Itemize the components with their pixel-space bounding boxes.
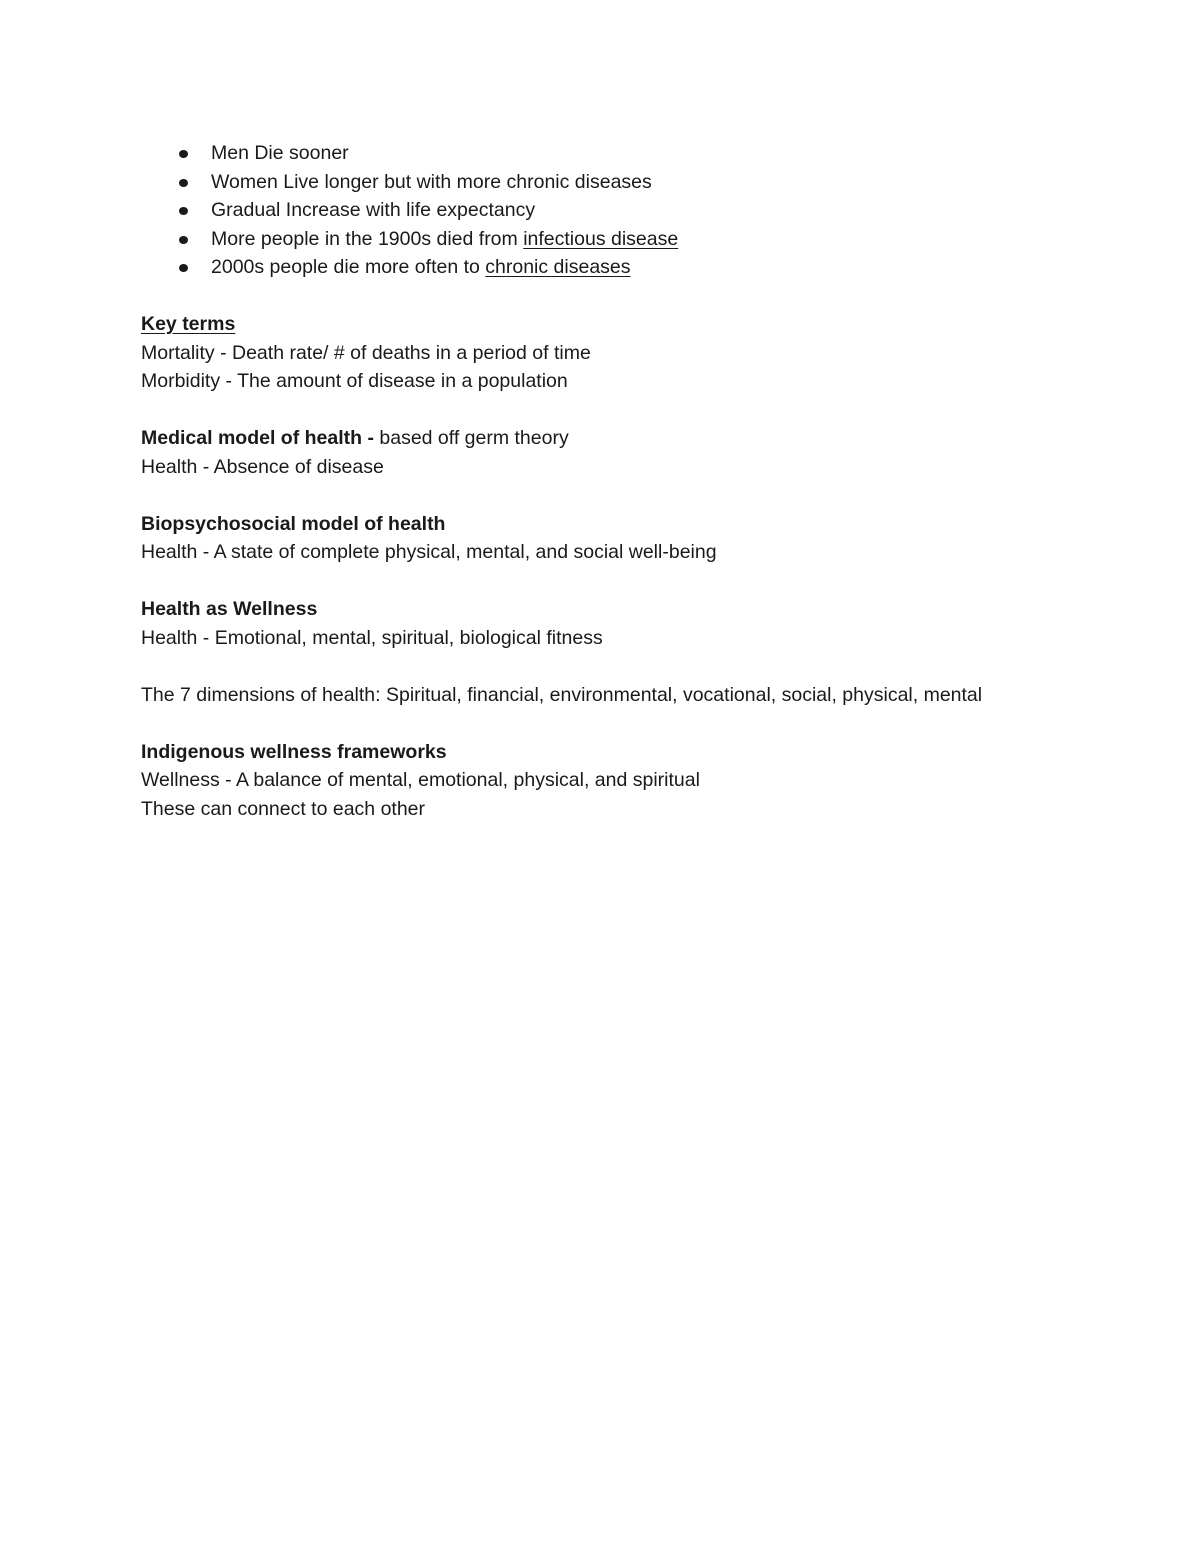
biopsychosocial-heading: Biopsychosocial model of health <box>141 512 446 535</box>
document-page <box>141 139 1041 823</box>
bullet-icon <box>179 150 188 158</box>
list-item <box>141 253 1041 282</box>
wellness-definition: Health - Emotional, mental, spiritual, biological fitness <box>141 626 603 649</box>
bullet-icon <box>179 207 188 215</box>
medical-model-description: based off germ theory <box>379 427 569 449</box>
list-item <box>141 196 1041 225</box>
biopsychosocial-definition: Health - A state of complete physical, mental, and social well-being <box>141 541 717 563</box>
morbidity-definition: Morbidity - The amount of disease in a population <box>141 370 568 392</box>
bullet-text: Women Live longer but with more chronic diseases <box>211 170 652 193</box>
bullet-icon <box>179 179 188 187</box>
list-item <box>141 139 1041 168</box>
key-terms-heading: Key terms <box>141 313 236 335</box>
list-item <box>141 168 1041 197</box>
bullet-icon <box>179 236 188 244</box>
bullet-list <box>141 139 1041 282</box>
medical-model-heading: Medical model of health - <box>141 427 380 449</box>
list-item <box>141 225 1041 254</box>
medical-model-line <box>141 424 1041 453</box>
indigenous-heading: Indigenous wellness frameworks <box>141 740 447 763</box>
indigenous-definition: Wellness - A balance of mental, emotional, physical, and spiritual <box>141 769 700 791</box>
bullet-icon <box>179 264 188 272</box>
bullet-text: Gradual Increase with life expectancy <box>211 199 536 221</box>
mortality-definition: Mortality - Death rate/ # of deaths in a period of time <box>141 341 591 364</box>
indigenous-note: These can connect to each other <box>141 797 426 820</box>
bullet-text: More people in the 1900s died from <box>211 227 524 250</box>
underlined-term: infectious disease <box>523 227 679 250</box>
wellness-heading: Health as Wellness <box>141 598 318 620</box>
dimensions-paragraph: The 7 dimensions of health: Spiritual, financial, environmental, vocational, social, physical, mental <box>141 683 983 706</box>
bullet-text: 2000s people die more often to <box>211 256 486 278</box>
underlined-term: chronic diseases <box>485 256 631 278</box>
bullet-text: Men Die sooner <box>211 142 349 164</box>
medical-model-definition: Health - Absence of disease <box>141 455 384 478</box>
